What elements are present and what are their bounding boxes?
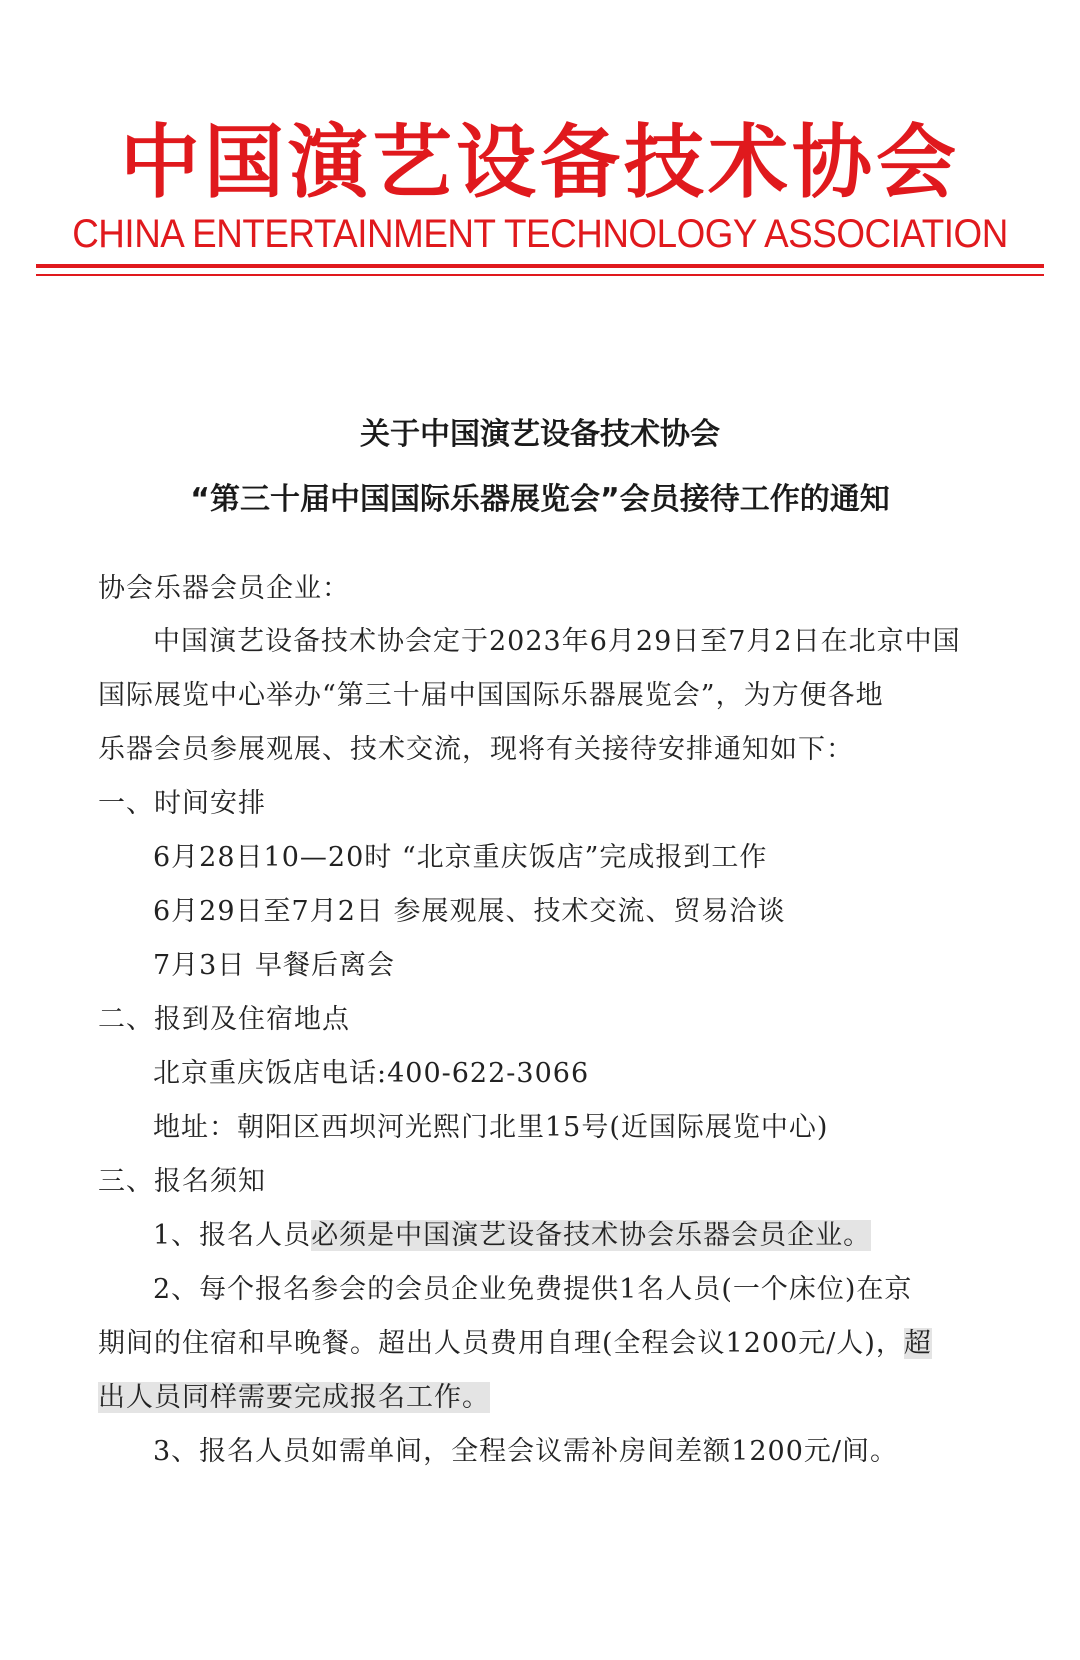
registration-item-2-line-3 [98, 1378, 490, 1418]
schedule-item-3: 7月3日 早餐后离会 [153, 950, 395, 981]
registration-item-2-line-2 [98, 1324, 932, 1364]
registration-item-2-line-2-text: 期间的住宿和早晚餐。超出人员费用自理(全程会议1200元/人)， [98, 1328, 904, 1359]
section2-heading: 二、报到及住宿地点 [98, 1004, 350, 1035]
hotel-phone: 北京重庆饭店电话:400-622-3066 [153, 1058, 590, 1089]
letterhead-rule-thin [36, 274, 1044, 276]
registration-item-1 [153, 1216, 871, 1256]
intro-line-1: 中国演艺设备技术协会定于2023年6月29日至7月2日在北京中国 [153, 626, 961, 657]
registration-item-1-highlight: 必须是中国演艺设备技术协会乐器会员企业。 [311, 1220, 872, 1251]
intro-line-3: 乐器会员参展观展、技术交流，现将有关接待安排通知如下： [98, 734, 854, 765]
registration-item-2-line-1: 2、每个报名参会的会员企业免费提供1名人员(一个床位)在京 [153, 1274, 913, 1305]
org-name-cn: 中国演艺设备技术协会 [120, 115, 960, 209]
registration-item-2-highlight-start: 超 [903, 1328, 932, 1359]
intro-line-2: 国际展览中心举办“第三十届中国国际乐器展览会”，为方便各地 [98, 680, 884, 711]
section3-heading: 三、报名须知 [98, 1166, 266, 1197]
section1-heading: 一、时间安排 [98, 788, 266, 819]
notice-title-line1: 关于中国演艺设备技术协会 [360, 417, 720, 452]
registration-item-3: 3、报名人员如需单间，全程会议需补房间差额1200元/间。 [153, 1436, 898, 1467]
salutation: 协会乐器会员企业： [98, 573, 350, 604]
registration-item-1-lead: 1、报名人员 [153, 1220, 312, 1251]
schedule-item-2: 6月29日至7月2日 参展观展、技术交流、贸易洽谈 [153, 896, 786, 927]
hotel-address: 地址：朝阳区西坝河光熙门北里15号(近国际展览中心) [153, 1112, 829, 1143]
letterhead-rule-thick [36, 264, 1044, 268]
notice-title-line2: “第三十届中国国际乐器展览会”会员接待工作的通知 [190, 482, 890, 517]
schedule-item-1: 6月28日10—20时 “北京重庆饭店”完成报到工作 [153, 842, 768, 873]
registration-item-2-highlight-end: 出人员同样需要完成报名工作。 [98, 1382, 490, 1413]
org-name-en: CHINA ENTERTAINMENT TECHNOLOGY ASSOCIATION [72, 212, 1008, 256]
